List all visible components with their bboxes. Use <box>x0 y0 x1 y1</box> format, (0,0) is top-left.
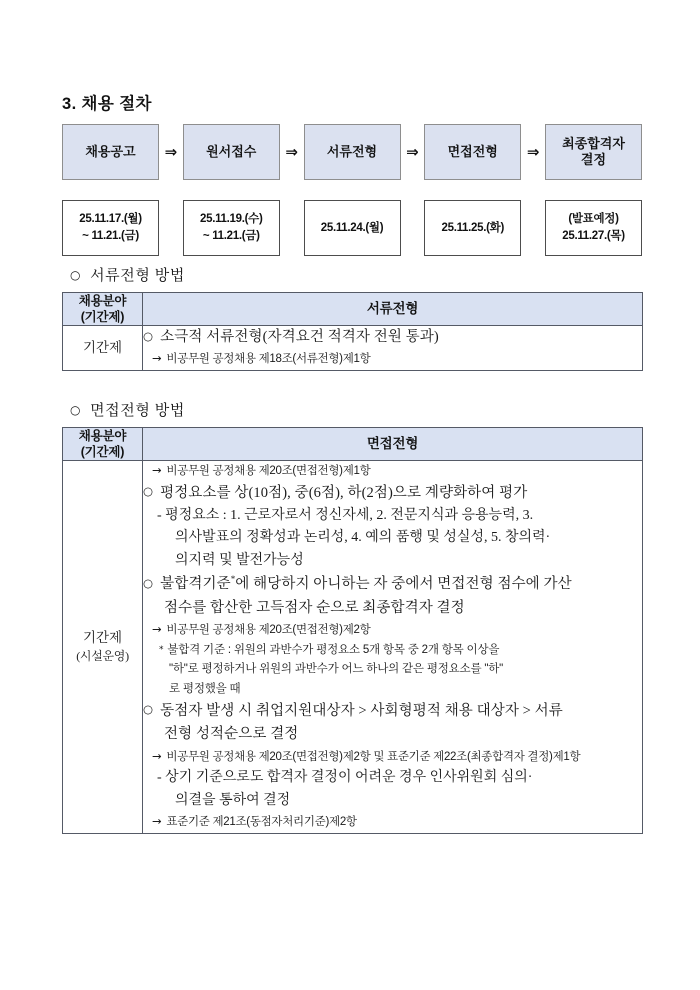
flow-step-final-result-label <box>562 136 625 168</box>
circle-bullet-icon: ○ <box>70 268 82 282</box>
content-line-rating-factors-1-text: 평정요소 : 1. 근로자로서 정신자세, 2. 전문지식과 응용능력, 3. <box>165 508 534 524</box>
schedule-application-line1: 25.11.19.(수) <box>200 213 263 226</box>
page-title: 3. 채용 절차 <box>62 95 152 113</box>
content-line-ref-article20-22-text: 비공무원 공정채용 제20조(면접전형)제2항 및 표준기준 제22조(최종합격자 결정)제1항 <box>166 750 581 763</box>
schedule-gap-1 <box>159 200 183 256</box>
circle-bullet-icon: ○ <box>143 484 154 499</box>
content-line-tiebreaker-rule-text: 동점자 발생 시 취업지원대상자 > 사회형평적 채용 대상자 > 서류 <box>160 702 563 719</box>
content-line-ref-article20-2 <box>143 620 642 641</box>
content-line-disqualification-criteria-3: 로 평정했을 때 <box>169 683 241 696</box>
content-line-ref-article20-22 <box>143 747 642 768</box>
content-line-disqualification-criteria-1 <box>143 641 642 661</box>
flow-step-notice-label: 채용공고 <box>85 144 136 160</box>
content-line-tiebreaker-rule-cont: 전형 성적순으로 결정 <box>164 726 299 743</box>
column-header-field-line2: (기간제) <box>80 445 125 459</box>
content-line-disqualification-rule-post: 에 해당하지 아니하는 자 중에서 면접전형 점수에 가산 <box>235 576 572 593</box>
content-line-committee-decision-1-text: 상기 기준으로도 합격자 결정이 어려운 경우 인사위원회 심의· <box>165 770 533 786</box>
schedule-final-result-line2: 25.11.27.(목) <box>562 230 625 242</box>
flow-step-final-result-line1: 최종합격자 <box>562 136 625 152</box>
content-line-ref-article21 <box>143 812 642 833</box>
dash-marker: - <box>157 508 162 524</box>
circle-bullet-icon: ○ <box>143 328 154 343</box>
content-line-reference-article18 <box>143 349 642 370</box>
table-header-row <box>63 428 643 461</box>
table-header-row <box>63 293 643 326</box>
flow-step-document-screening-label: 서류전형 <box>326 144 378 160</box>
arrow-icon: → <box>152 622 162 636</box>
footnote-marker-icon: * <box>230 574 236 585</box>
content-line-rating-factors-2: 의사발표의 정확성과 논리성, 4. 예의 품행 및 성실성, 5. 창의력· <box>175 530 551 546</box>
circle-bullet-icon: ○ <box>70 403 82 417</box>
schedule-gap-4 <box>521 200 545 256</box>
flow-step-document-screening <box>304 124 401 180</box>
flow-arrow-icon-3: ⇒ <box>406 143 419 161</box>
interview-screening-table <box>62 427 643 834</box>
row-field-value-interview-main: 기간제 <box>82 630 123 645</box>
content-line-rating-scale-text: 평정요소를 상(10점), 중(6점), 하(2점)으로 계량화하여 평가 <box>160 484 528 501</box>
asterisk-icon: * <box>159 644 164 655</box>
row-field-value: 기간제 <box>63 326 143 371</box>
content-line-reference-article18-text: 비공무원 공정채용 제18조(서류전형)제1항 <box>166 353 371 366</box>
row-field-value-interview <box>63 461 143 834</box>
content-line-passive-screening <box>143 326 642 349</box>
column-header-field-line1: 채용분야 <box>78 294 127 308</box>
recruitment-flow-diagram <box>62 124 642 180</box>
content-line-disqualification-criteria-2: "하"로 평정하거나 위원의 과반수가 어느 하나의 같은 평정요소를 "하" <box>169 663 504 676</box>
dash-marker: - <box>157 770 162 786</box>
flow-step-notice <box>62 124 159 180</box>
flow-step-interview <box>424 124 521 180</box>
content-line-committee-decision-1 <box>143 767 642 789</box>
schedule-gap-3 <box>401 200 425 256</box>
content-line-committee-decision-2: 의결을 통하여 결정 <box>175 792 291 808</box>
content-line-disqualification-criteria-1-text: 불합격 기준 : 위원의 과반수가 평정요소 5개 항목 중 2개 항목 이상을 <box>167 643 500 656</box>
content-line-rating-scale <box>143 482 642 505</box>
row-field-value-interview-sub: (시설운영) <box>76 648 129 663</box>
column-header-field <box>63 293 143 326</box>
document-screening-method-text: 서류전형 방법 <box>90 268 185 284</box>
schedule-interview-line1: 25.11.25.(화) <box>441 221 504 234</box>
content-line-ref-article21-text: 표준기준 제21조(동점자처리기준)제2항 <box>166 816 357 829</box>
column-header-field-line2: (기간제) <box>80 310 125 324</box>
arrow-icon: → <box>152 463 162 477</box>
schedule-notice-line2: ~ 11.21.(금) <box>82 230 139 242</box>
arrow-icon: → <box>152 748 162 763</box>
column-header-interview-screening: 면접전형 <box>143 428 643 461</box>
content-line-disqualification-rule-cont: 점수를 합산한 고득점자 순으로 최종합격자 결정 <box>164 599 465 616</box>
row-interview-screening-content <box>143 461 643 834</box>
schedule-final-result-line1: (발표예정) <box>568 213 619 226</box>
schedule-gap-2 <box>280 200 304 256</box>
arrow-icon: → <box>152 351 162 366</box>
content-line-disqualification-rule-pre: 불합격기준 <box>160 576 231 593</box>
table-row <box>63 326 643 371</box>
circle-bullet-icon: ○ <box>143 575 154 590</box>
schedule-document-screening-line1: 25.11.24.(월) <box>320 221 384 234</box>
schedule-application-line2: ~ 11.21.(금) <box>202 230 260 242</box>
content-line-ref-article20-1 <box>143 461 642 482</box>
arrow-icon: → <box>152 814 162 829</box>
interview-screening-method-text: 면접전형 방법 <box>90 403 185 419</box>
schedule-interview <box>424 200 521 256</box>
flow-step-interview-label: 면접전형 <box>447 144 498 160</box>
recruitment-schedule-row <box>62 200 642 256</box>
schedule-notice <box>62 200 159 256</box>
content-line-ref-article20-2-text: 비공무원 공정채용 제20조(면접전형)제2항 <box>166 624 371 636</box>
content-line-ref-article20-1-text: 비공무원 공정채용 제20조(면접전형)제1항 <box>166 465 371 477</box>
flow-arrow-icon-2: ⇒ <box>285 143 298 161</box>
flow-step-final-result <box>545 124 642 180</box>
schedule-notice-line1: 25.11.17.(월) <box>79 213 142 226</box>
schedule-application <box>183 200 280 256</box>
flow-step-application-label: 원서접수 <box>206 144 257 160</box>
document-screening-method-label <box>70 264 185 285</box>
flow-step-application <box>183 124 280 180</box>
column-header-document-screening: 서류전형 <box>143 293 643 326</box>
schedule-document-screening <box>304 200 401 256</box>
content-line-passive-screening-text: 소극적 서류전형(자격요건 적격자 전원 통과) <box>160 329 439 345</box>
column-header-field <box>63 428 143 461</box>
row-document-screening-content <box>143 326 643 371</box>
content-line-disqualification-rule <box>143 572 642 596</box>
content-line-rating-factors-1 <box>143 505 642 527</box>
content-line-rating-factors-3: 의지력 및 발전가능성 <box>175 552 304 568</box>
schedule-final-result <box>545 200 642 256</box>
column-header-field-line1: 채용분야 <box>78 429 127 443</box>
flow-arrow-icon-1: ⇒ <box>164 143 178 161</box>
document-screening-table <box>62 292 643 371</box>
circle-bullet-icon: ○ <box>143 702 154 717</box>
table-row <box>63 461 643 834</box>
content-line-tiebreaker-rule <box>143 700 642 723</box>
flow-step-final-result-line2: 결정 <box>580 152 607 167</box>
flow-arrow-icon-4: ⇒ <box>526 143 540 161</box>
interview-screening-method-label <box>70 399 185 420</box>
